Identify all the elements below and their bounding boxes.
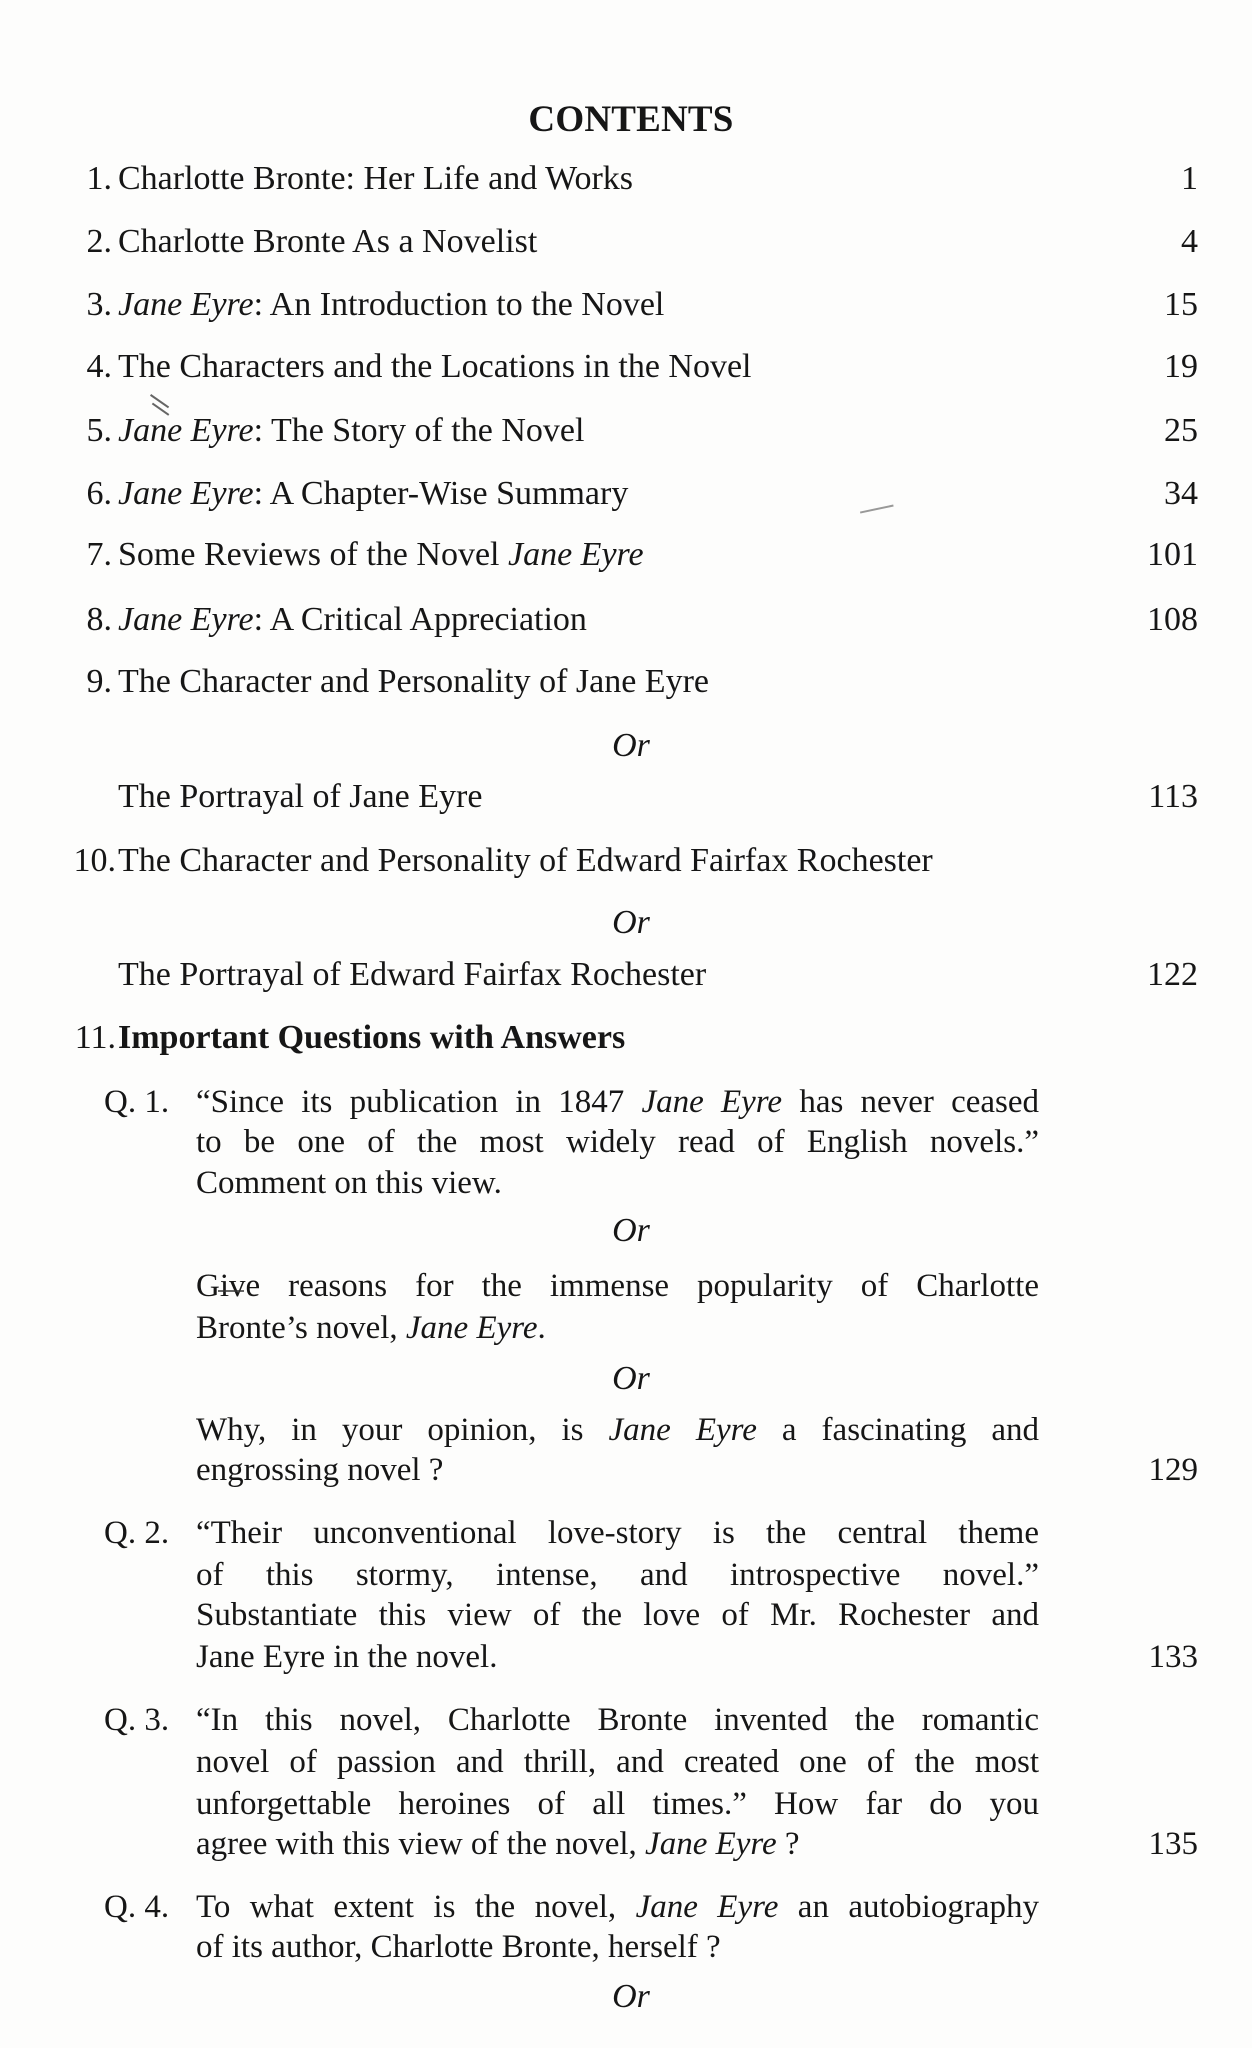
- text-run: : An Introduction to the Novel: [253, 286, 665, 323]
- toc-entry[interactable]: [0, 662, 1252, 702]
- question-text: [196, 1700, 1039, 1740]
- text-run: Charlotte Bronte As a Novelist: [118, 223, 538, 260]
- entry-number: 9.: [86, 663, 112, 700]
- text-run: : A Chapter-Wise Summary: [253, 475, 629, 512]
- text-run: has never ceased: [782, 1084, 1039, 1120]
- entry-title[interactable]: [118, 955, 706, 995]
- text-run: of this stormy, intense, and introspective novel.”: [196, 1557, 1039, 1593]
- page-number: 19: [1164, 348, 1198, 385]
- page-number: 122: [1147, 956, 1198, 993]
- entry-number: 5.: [86, 412, 112, 449]
- question-text: [196, 1163, 1039, 1203]
- page-title: CONTENTS: [528, 99, 734, 140]
- italic-title: Jane Eyre: [118, 286, 254, 323]
- text-run: Substantiate this view of the love of Mr. Rochester and: [196, 1597, 1039, 1633]
- toc-entry-alternate[interactable]: [0, 777, 1252, 817]
- or-separator: Or: [612, 904, 650, 941]
- entry-number: 6.: [86, 475, 112, 512]
- toc-entry[interactable]: [0, 474, 1252, 514]
- question-text: [196, 1637, 1039, 1677]
- italic-title: Jane Eyre: [645, 1826, 777, 1862]
- question-text: [196, 1122, 1039, 1162]
- toc-entry[interactable]: [0, 535, 1252, 575]
- page-number: 135: [1148, 1826, 1198, 1862]
- or-separator: Or: [612, 1360, 650, 1397]
- italic-title: Jane Eyre: [508, 536, 644, 573]
- text-run: Why, in your opinion, is: [196, 1412, 609, 1448]
- entry-number: 4.: [86, 348, 112, 385]
- question-text: [196, 1513, 1039, 1553]
- text-run: Comment on this view.: [196, 1165, 502, 1201]
- toc-entry[interactable]: [0, 222, 1252, 262]
- text-run: engrossing novel ?: [196, 1452, 444, 1488]
- question-text: [196, 1555, 1039, 1595]
- or-separator: Or: [612, 1978, 650, 2015]
- entry-title[interactable]: [118, 600, 587, 640]
- toc-entry[interactable]: [0, 285, 1252, 325]
- page-number: 133: [1148, 1639, 1198, 1675]
- page-number: 34: [1164, 475, 1198, 512]
- entry-title[interactable]: [118, 841, 933, 881]
- or-separator: Or: [612, 727, 650, 764]
- text-run: Give reasons for the immense popularity of Charlotte: [196, 1268, 1039, 1304]
- entry-title[interactable]: [118, 662, 709, 702]
- text-run: The Characters and the Locations in the Novel: [118, 348, 752, 385]
- page-number: 25: [1164, 412, 1198, 449]
- italic-title: Jane Eyre: [405, 1310, 538, 1346]
- page-number: 15: [1164, 286, 1198, 323]
- toc-entry[interactable]: [0, 347, 1252, 387]
- question-text: [196, 1450, 1039, 1490]
- text-run: The Portrayal of Jane Eyre: [118, 778, 483, 815]
- text-run: .: [537, 1310, 546, 1346]
- question-number: Q. 4.: [104, 1889, 170, 1925]
- page-number: 108: [1147, 601, 1198, 638]
- page-number: 4: [1181, 223, 1198, 260]
- entry-number: 1.: [86, 160, 112, 197]
- text-run: Important Questions with Answers: [118, 1019, 626, 1056]
- toc-entry[interactable]: [0, 600, 1252, 640]
- question-text: [196, 1784, 1039, 1824]
- text-run: unforgettable heroines of all times.” How far do you: [196, 1786, 1039, 1822]
- text-run: ?: [776, 1826, 800, 1862]
- toc-entry[interactable]: [0, 411, 1252, 451]
- question-text: [196, 1824, 1039, 1864]
- text-run: The Character and Personality of Edward Fairfax Rochester: [118, 842, 933, 879]
- question-number: Q. 2.: [104, 1515, 170, 1551]
- text-run: The Portrayal of Edward Fairfax Rochester: [118, 956, 707, 993]
- question-text: [196, 1927, 1039, 1967]
- italic-title: Jane Eyre: [118, 412, 254, 449]
- pen-strike-decoration: [218, 1290, 244, 1294]
- question-text: [196, 1595, 1039, 1635]
- entry-title[interactable]: [118, 777, 482, 817]
- text-run: “In this novel, Charlotte Bronte invented the romantic: [196, 1702, 1039, 1738]
- page-number: 101: [1147, 536, 1198, 573]
- entry-number: 11.: [74, 1019, 116, 1056]
- text-run: Bronte’s novel,: [196, 1310, 406, 1346]
- italic-title: Jane Eyre: [641, 1084, 783, 1120]
- entry-title[interactable]: [118, 474, 628, 514]
- page-number: 129: [1148, 1452, 1198, 1488]
- or-separator: Or: [612, 1212, 650, 1249]
- question-number: Q. 1.: [104, 1084, 170, 1120]
- text-run: Some Reviews of the Novel: [118, 536, 508, 573]
- toc-entry[interactable]: [0, 159, 1252, 199]
- text-run: novel of passion and thrill, and created one of the most: [196, 1744, 1039, 1780]
- entry-title[interactable]: [118, 159, 633, 199]
- question-text: [196, 1266, 1039, 1306]
- entry-number: 8.: [86, 601, 112, 638]
- entry-title[interactable]: [118, 222, 537, 262]
- text-run: “Since its publication in 1847: [196, 1084, 642, 1120]
- question-text: [196, 1082, 1039, 1122]
- page-number: 1: [1181, 160, 1198, 197]
- text-run: To what extent is the novel,: [196, 1889, 636, 1925]
- text-run: Charlotte Bronte: Her Life and Works: [118, 160, 633, 197]
- question-number: Q. 3.: [104, 1702, 170, 1738]
- italic-title: Jane Eyre: [118, 475, 254, 512]
- text-run: of its author, Charlotte Bronte, herself ?: [196, 1929, 721, 1965]
- entry-title[interactable]: [118, 347, 752, 387]
- text-run: “Their unconventional love-story is the central theme: [196, 1515, 1039, 1551]
- text-run: agree with this view of the novel,: [196, 1826, 646, 1862]
- entry-number: 3.: [86, 286, 112, 323]
- text-run: : A Critical Appreciation: [253, 601, 587, 638]
- text-run: a fascinating and: [756, 1412, 1039, 1448]
- question-text: [196, 1742, 1039, 1782]
- entry-title[interactable]: [118, 1018, 625, 1058]
- toc-entry[interactable]: [0, 841, 1252, 881]
- entry-number: 10.: [73, 842, 116, 879]
- entry-title[interactable]: [118, 535, 644, 575]
- italic-title: Jane Eyre: [635, 1889, 779, 1925]
- text-run: Jane Eyre in the novel.: [196, 1639, 498, 1675]
- question-text: [196, 1410, 1039, 1450]
- italic-title: Jane Eyre: [118, 601, 254, 638]
- question-text: [196, 1308, 1039, 1348]
- page-number: 113: [1148, 778, 1198, 815]
- text-run: : The Story of the Novel: [253, 412, 585, 449]
- question-text: [196, 1887, 1039, 1927]
- text-run: an autobiography: [778, 1889, 1039, 1925]
- toc-entry-alternate[interactable]: [0, 955, 1252, 995]
- entry-title[interactable]: [118, 411, 584, 451]
- entry-number: 7.: [86, 536, 112, 573]
- italic-title: Jane Eyre: [608, 1412, 757, 1448]
- text-run: to be one of the most widely read of English novels.”: [196, 1124, 1039, 1160]
- text-run: The Character and Personality of Jane Eyre: [118, 663, 709, 700]
- entry-number: 2.: [86, 223, 112, 260]
- toc-entry[interactable]: [0, 1018, 1252, 1058]
- entry-title[interactable]: [118, 285, 664, 325]
